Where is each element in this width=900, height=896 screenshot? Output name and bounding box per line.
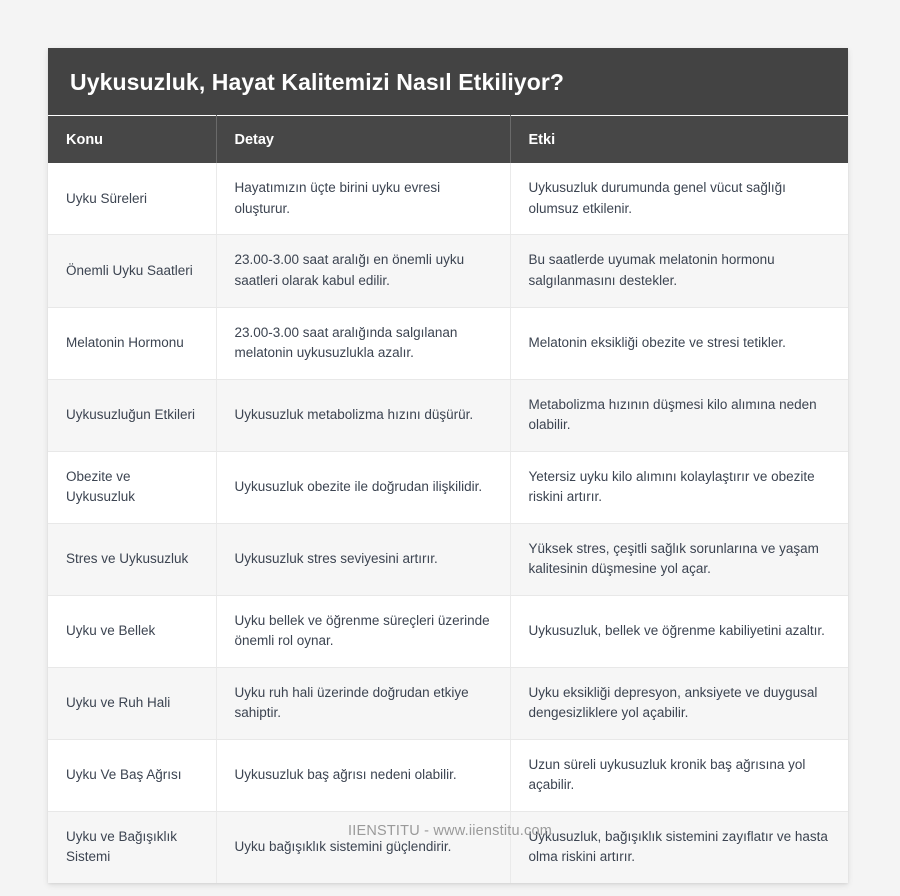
- cell-konu: Uykusuzluğun Etkileri: [48, 379, 216, 451]
- cell-konu: Uyku ve Bağışıklık Sistemi: [48, 811, 216, 883]
- table-body: [48, 163, 848, 882]
- table-row: [48, 739, 848, 811]
- cell-etki: Uykusuzluk durumunda genel vücut sağlığı olumsuz etkilenir.: [510, 163, 848, 235]
- cell-konu: Stres ve Uykusuzluk: [48, 523, 216, 595]
- cell-konu: Uyku Süreleri: [48, 163, 216, 235]
- table-header-row: [48, 116, 848, 164]
- table-row: [48, 163, 848, 235]
- cell-etki: Metabolizma hızının düşmesi kilo alımına neden olabilir.: [510, 379, 848, 451]
- page-title: Uykusuzluk, Hayat Kalitemizi Nasıl Etkiliyor?: [48, 48, 848, 115]
- footer-attribution: IIENSTITU - www.iienstitu.com: [348, 823, 552, 839]
- table-row: [48, 595, 848, 667]
- cell-konu: Obezite ve Uykusuzluk: [48, 451, 216, 523]
- table-row: [48, 667, 848, 739]
- cell-etki: Yetersiz uyku kilo alımını kolaylaştırır ve obezite riskini artırır.: [510, 451, 848, 523]
- cell-etki: Yüksek stres, çeşitli sağlık sorunlarına ve yaşam kalitesinin düşmesine yol açar.: [510, 523, 848, 595]
- cell-konu: Uyku ve Ruh Hali: [48, 667, 216, 739]
- cell-detay: Uyku ruh hali üzerinde doğrudan etkiye sahiptir.: [216, 667, 510, 739]
- column-header-etki: Etki: [510, 116, 848, 164]
- column-header-detay: Detay: [216, 116, 510, 164]
- cell-etki: Uyku eksikliği depresyon, anksiyete ve duygusal dengesizliklere yol açabilir.: [510, 667, 848, 739]
- cell-etki: Uykusuzluk, bağışıklık sistemini zayıflatır ve hasta olma riskini artırır.: [510, 811, 848, 883]
- cell-etki: Melatonin eksikliği obezite ve stresi tetikler.: [510, 307, 848, 379]
- table-row: [48, 235, 848, 307]
- cell-etki: Uykusuzluk, bellek ve öğrenme kabiliyetini azaltır.: [510, 595, 848, 667]
- cell-detay: Uyku bellek ve öğrenme süreçleri üzerinde önemli rol oynar.: [216, 595, 510, 667]
- cell-konu: Önemli Uyku Saatleri: [48, 235, 216, 307]
- cell-detay: Hayatımızın üçte birini uyku evresi oluşturur.: [216, 163, 510, 235]
- cell-detay: Uykusuzluk baş ağrısı nedeni olabilir.: [216, 739, 510, 811]
- cell-detay: 23.00-3.00 saat aralığında salgılanan melatonin uykusuzlukla azalır.: [216, 307, 510, 379]
- cell-konu: Uyku ve Bellek: [48, 595, 216, 667]
- comparison-table: [48, 115, 848, 882]
- table-row: [48, 523, 848, 595]
- cell-detay: Uykusuzluk obezite ile doğrudan ilişkilidir.: [216, 451, 510, 523]
- table-row: [48, 451, 848, 523]
- column-header-konu: Konu: [48, 116, 216, 164]
- cell-detay: Uykusuzluk stres seviyesini artırır.: [216, 523, 510, 595]
- cell-etki: Bu saatlerde uyumak melatonin hormonu salgılanmasını destekler.: [510, 235, 848, 307]
- table-row: [48, 811, 848, 883]
- infographic-card: [48, 48, 848, 883]
- cell-konu: Uyku Ve Baş Ağrısı: [48, 739, 216, 811]
- cell-detay: 23.00-3.00 saat aralığı en önemli uyku saatleri olarak kabul edilir.: [216, 235, 510, 307]
- cell-detay: Uykusuzluk metabolizma hızını düşürür.: [216, 379, 510, 451]
- cell-detay: Uyku bağışıklık sistemini güçlendirir.: [216, 811, 510, 883]
- table-header: [48, 116, 848, 164]
- cell-etki: Uzun süreli uykusuzluk kronik baş ağrısına yol açabilir.: [510, 739, 848, 811]
- table-row: [48, 307, 848, 379]
- table-row: [48, 379, 848, 451]
- cell-konu: Melatonin Hormonu: [48, 307, 216, 379]
